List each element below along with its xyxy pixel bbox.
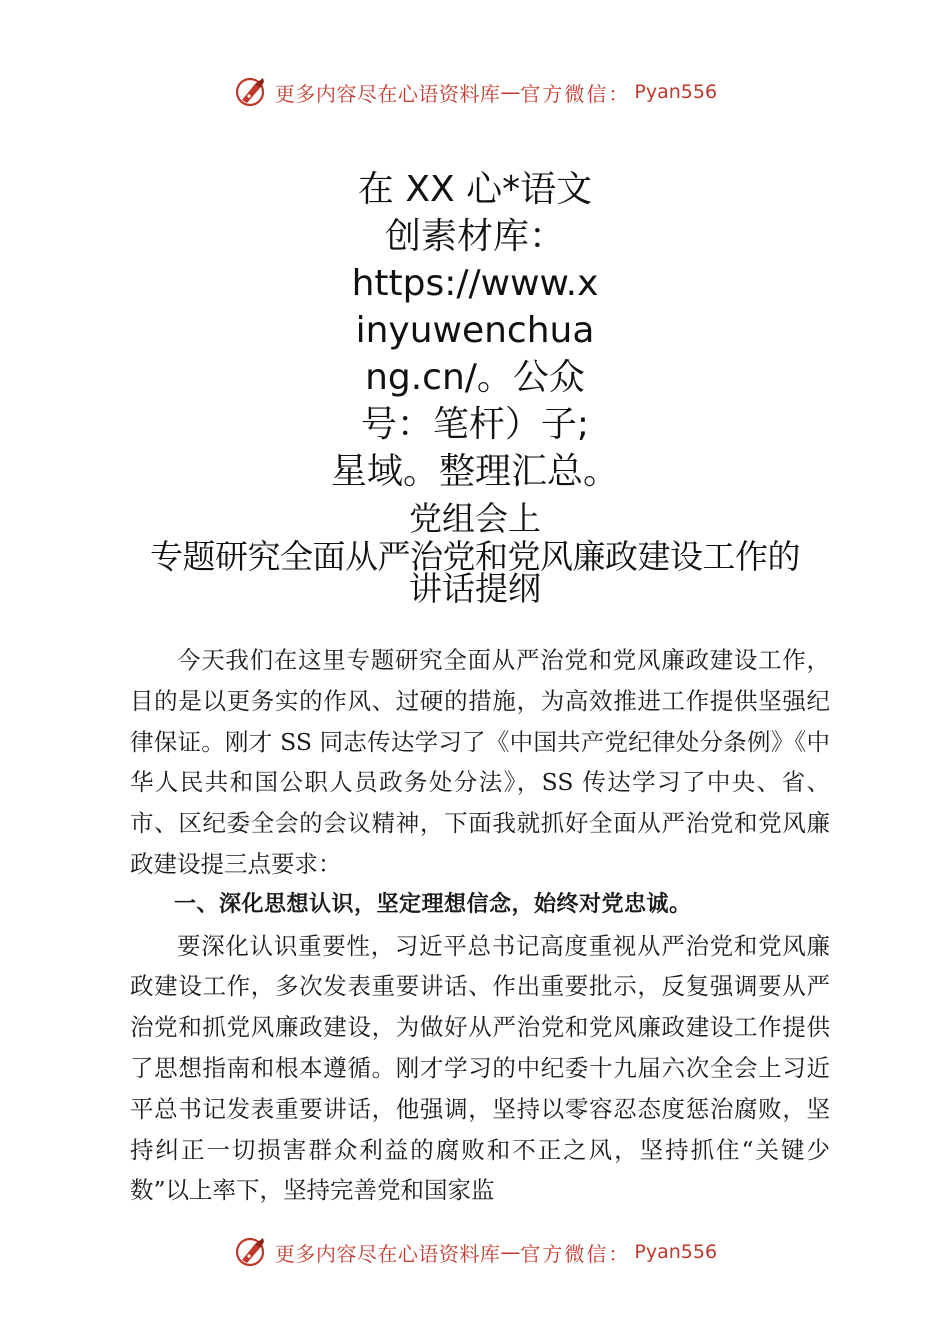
title-line-2: 专题研究全面从严治党和党风廉政建设工作的	[150, 537, 800, 576]
banner-wechat-id: Pyan556	[634, 1241, 718, 1263]
promo-line: 星域。整理汇总。	[330, 451, 619, 492]
document-body	[130, 640, 830, 1211]
pen-nib-logo-icon	[233, 1234, 269, 1270]
banner-wechat-id: Pyan556	[634, 81, 718, 103]
banner-separator: —	[500, 1240, 521, 1264]
promo-line: 号：笔杆）子;	[360, 404, 590, 445]
banner-slogan: 更多内容尽在心语资料库	[274, 1241, 501, 1266]
title-line-3: 讲话提纲	[409, 569, 541, 608]
paragraph-section-1: 要深化认识重要性，习近平总书记高度重视从严治党和党风廉政建设工作，多次发表重要讲话、作出重要批示，反复强调要从严治党和抓党风廉政建设，为做好从严治党和党风廉政建设工作提供了思想指南和根本遵循。刚才学习的中纪委十九届六次全会上习近平总书记发表重要讲话，他强调，坚持以零容忍态度惩治腐败，坚持纠正一切损害群众利益的腐败和不正之风，坚持抓住“关键少数”以上率下，坚持完善党和国家监	[130, 931, 830, 1205]
banner-wechat-label: 官方微信：	[520, 1241, 631, 1266]
section-heading-1: 一、深化思想认识，坚定理想信念，始终对党忠诚。	[174, 891, 692, 917]
banner-slogan: 更多内容尽在心语资料库	[274, 81, 501, 106]
promo-line: ng.cn/。公众	[365, 357, 585, 398]
promo-line: 在 XX 心*语文	[357, 169, 593, 210]
banner-wechat-label: 官方微信：	[520, 81, 631, 106]
promo-block	[0, 166, 950, 495]
promo-line: 创素材库：	[384, 216, 565, 257]
banner-separator: —	[500, 80, 521, 104]
header-watermark-banner	[0, 72, 950, 112]
document-title	[0, 498, 950, 608]
promo-line: https://www.x	[351, 263, 599, 304]
promo-line: inyuwenchua	[355, 310, 595, 351]
footer-watermark-banner	[0, 1232, 950, 1272]
pen-nib-logo-icon	[233, 74, 269, 110]
paragraph-intro: 今天我们在这里专题研究全面从严治党和党风廉政建设工作，目的是以更务实的作风、过硬的措施，为高效推进工作提供坚强纪律保证。刚才 SS 同志传达学习了《中国共产党纪律处分条例》《中华人民共和国公职人员政务处分法》，SS 传达学习了中央、省、市、区纪委全会的会议精神，下面我就抓好全面从严治党和党风廉政建设提三点要求：	[130, 646, 830, 878]
title-line-1: 党组会上	[409, 499, 541, 538]
